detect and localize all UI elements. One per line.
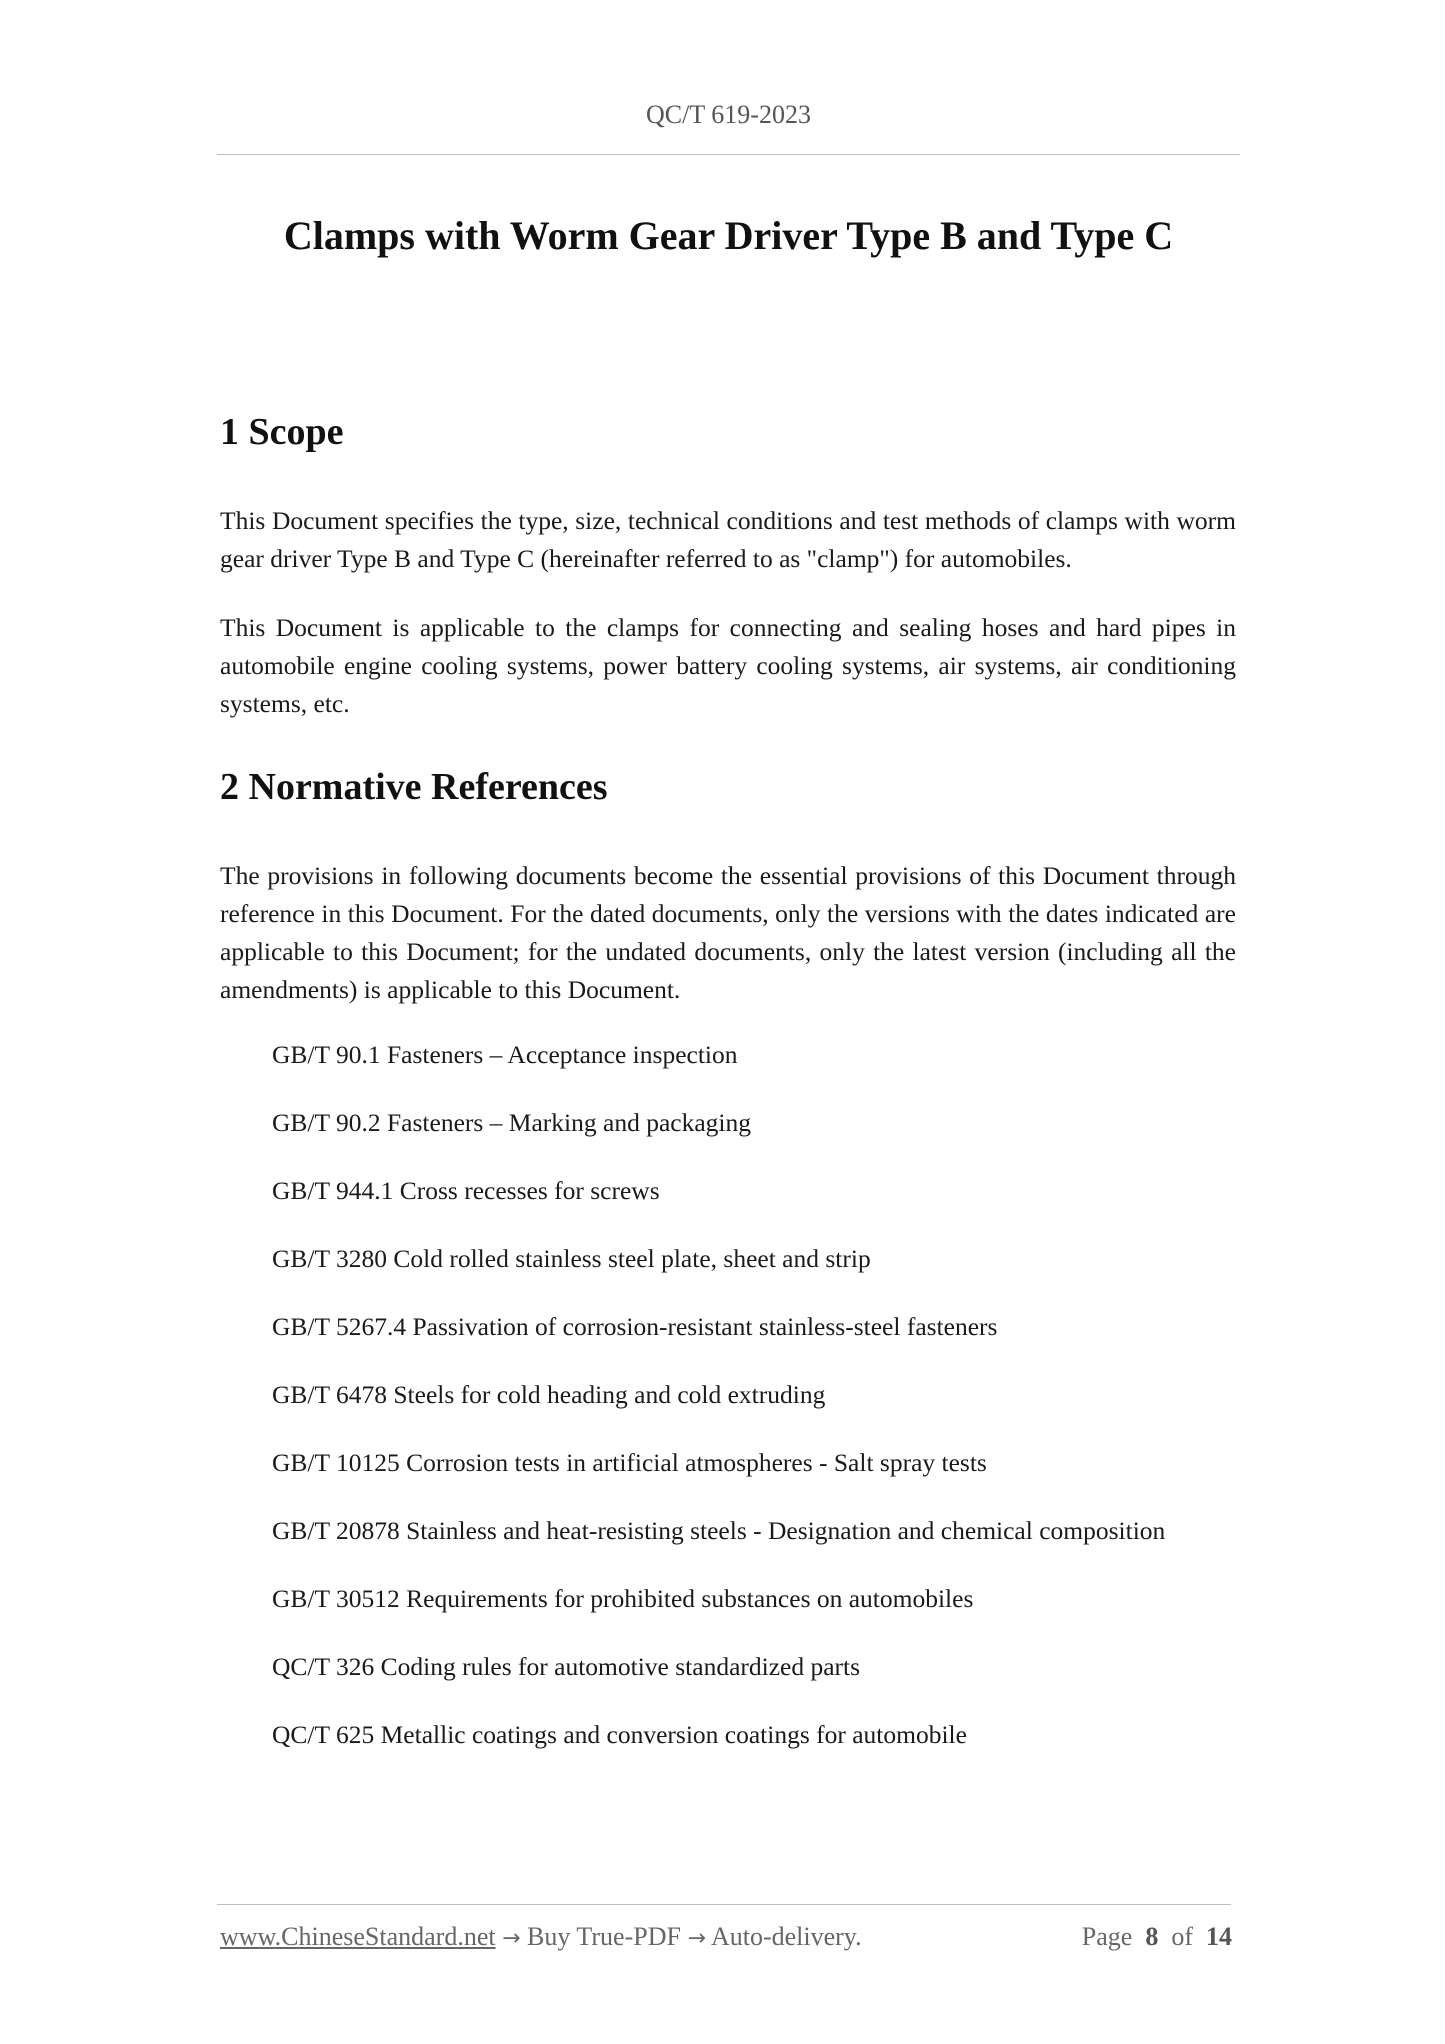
scope-paragraph-2: This Document is applicable to the clamps for connecting and sealing hoses and hard pipes in automobile engine cooling systems, power battery cooling systems, air systems, air conditioning systems, etc. (220, 613, 1236, 718)
reference-item: GB/T 90.2 Fasteners – Marking and packaging (272, 1108, 751, 1137)
page-footer (220, 1922, 1232, 1958)
reference-item: GB/T 5267.4 Passivation of corrosion-resistant stainless-steel fasteners (272, 1312, 998, 1341)
reference-item: GB/T 30512 Requirements for prohibited substances on automobiles (272, 1584, 974, 1613)
reference-list (272, 1040, 1165, 1788)
page-label: Page (1081, 1922, 1133, 1951)
section-heading-scope: 1 Scope (220, 411, 344, 453)
footer-promo (220, 1922, 862, 1952)
reference-item: GB/T 6478 Steels for cold heading and cold extruding (272, 1380, 826, 1409)
document-title: Clamps with Worm Gear Driver Type B and Type C (283, 213, 1174, 258)
running-header: QC/T 619-2023 (646, 100, 811, 129)
arrow-right-icon: → (502, 1926, 521, 1951)
normative-references-intro: The provisions in following documents become the essential provisions of this Document through reference in this Document. For the dated documents, only the versions with the dates indicated are applicable to this Document; for the undated documents, only the latest version (including all the amendments) is applicable to this Document. (220, 861, 1236, 1004)
page-total-number: 14 (1206, 1922, 1232, 1951)
header-divider (217, 154, 1240, 155)
footer-divider (217, 1904, 1231, 1905)
buy-true-pdf-text: Buy True-PDF (527, 1922, 681, 1951)
reference-item: QC/T 326 Coding rules for automotive standardized parts (272, 1652, 861, 1681)
reference-item: GB/T 90.1 Fasteners – Acceptance inspection (272, 1040, 738, 1069)
page-of-label: of (1171, 1922, 1193, 1951)
auto-delivery-text: Auto-delivery. (710, 1922, 862, 1951)
reference-item: GB/T 944.1 Cross recesses for screws (272, 1176, 660, 1205)
reference-item: GB/T 10125 Corrosion tests in artificial atmospheres - Salt spray tests (272, 1448, 987, 1477)
page-indicator (1082, 1922, 1232, 1952)
scope-paragraph-1: This Document specifies the type, size, technical conditions and test methods of clamps with worm gear driver Type B and Type C (hereinafter referred to as "clamp") for automobiles. (220, 506, 1236, 573)
reference-item: GB/T 3280 Cold rolled stainless steel plate, sheet and strip (272, 1244, 871, 1273)
reference-item: QC/T 625 Metallic coatings and conversion coatings for automobile (272, 1720, 967, 1749)
arrow-right-icon: → (687, 1926, 706, 1951)
reference-item: GB/T 20878 Stainless and heat-resisting steels - Designation and chemical composition (272, 1516, 1166, 1545)
website-link[interactable]: www.ChineseStandard.net (220, 1922, 496, 1951)
section-heading-normative-references: 2 Normative References (220, 766, 608, 808)
page-current-number: 8 (1145, 1922, 1159, 1951)
